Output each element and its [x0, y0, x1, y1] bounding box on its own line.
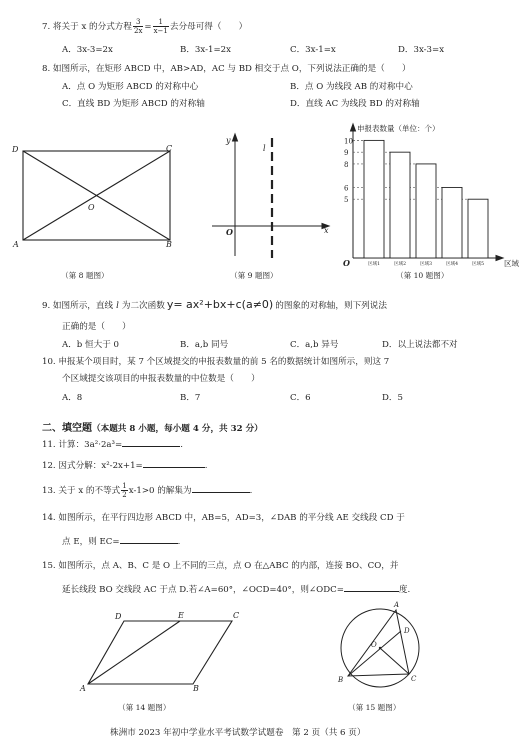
- q8-stem: 8. 如图所示，在矩形 ABCD 中，AB>AD，AC 与 BD 相交于点 O，下列说法正确的是（ ）: [42, 64, 411, 74]
- q15-line1: 15. 如图所示，点 A、B、C 是 O 上不同的三点，点 O 在△ABC 的内部，连接 BO、CO，并: [42, 561, 399, 571]
- fig14-label-d: D: [115, 612, 122, 621]
- fig8-label-d: D: [12, 145, 19, 154]
- q9-line1: 9. 如图所示，直线 l 为二次函数 y= ax²+bx+c(a≠0) 的图象的对称轴，则下列说法: [42, 298, 387, 311]
- fig10-ytick-label: 9: [344, 149, 349, 158]
- fig10-category-label: 区域2: [393, 262, 407, 267]
- fig10-category-label: 区域5: [471, 262, 485, 267]
- q7-option-b: B．3x-1=2x: [180, 45, 231, 55]
- fig15-label-c: C: [411, 675, 417, 683]
- q7-stem-before: 7. 将关于 x 的分式方程: [42, 22, 132, 32]
- fig9-caption: （第 9 题图）: [230, 271, 278, 280]
- q14-line1: 14. 如图所示，在平行四边形 ABCD 中，AB=5，AD=3，∠DAB 的平分线 AE 交线段 CD 于: [42, 513, 405, 523]
- section2-title: 二、填空题: [42, 423, 92, 434]
- q7-option-d: D．3x-3=x: [398, 45, 445, 55]
- q11: 11. 计算：3a²·2a³= .: [42, 440, 183, 450]
- q14-line2: 点 E，则 EC= .: [62, 537, 181, 547]
- q13: 13. 关于 x 的不等式 $\frac{1}{2}$ x-1>0 的解集为 .: [42, 482, 253, 499]
- section2-desc: （本题共 8 小题，每小题 4 分，共 32 分）: [92, 424, 263, 434]
- fig10-ylabel: 申报表数量（单位：个）: [357, 124, 440, 133]
- q7-option-c: C．3x-1=x: [290, 45, 336, 55]
- q10-line1: 10. 申报某个项目时，某 7 个区域提交的申报表数量的前 5 名的数据统计如图所示，则这 7: [42, 357, 390, 367]
- fig14-caption: （第 14 题图）: [118, 703, 171, 712]
- q10-line2: 个区域提交该项目的申报表数量的中位数是（ ）: [62, 374, 260, 384]
- q10-option-b: B．7: [180, 393, 201, 403]
- q13-frac: $\frac{1}{2}$: [122, 482, 127, 499]
- q7-frac-left: $\frac{3}{2x}$: [134, 18, 143, 35]
- fig15-center-dot: [379, 647, 381, 649]
- q9-option-d: D．以上说法都不对: [382, 340, 458, 350]
- fig15-label-d: D: [404, 627, 410, 635]
- fig15-caption: （第 15 题图）: [348, 703, 401, 712]
- page-footer: 株洲市 2023 年初中学业水平考试数学试题卷 第 2 页（共 6 页）: [110, 728, 366, 738]
- q8-option-d: D．直线 AC 为线段 BD 的对称轴: [290, 99, 420, 109]
- q15-line2: 延长线段 BO 交线段 AC 于点 D.若∠A=60°，∠OCD=40°，则∠ODC= 度.: [62, 585, 411, 595]
- fig10-ytick-label: 10: [344, 137, 353, 146]
- fig8-caption: （第 8 题图）: [61, 271, 109, 280]
- fig14-label-a: A: [80, 684, 86, 693]
- fig10-ytick-label: 8: [344, 160, 349, 169]
- fig10-xlabel: 区域: [504, 259, 519, 268]
- q9-line2: 正确的是（ ）: [62, 322, 131, 332]
- fig10-caption: （第 10 题图）: [396, 271, 449, 280]
- q10-option-d: D．5: [382, 393, 403, 403]
- fig15-segment-bd: [348, 631, 401, 676]
- q8-option-c: C．直线 BD 为矩形 ABCD 的对称轴: [62, 99, 205, 109]
- fig10-origin-label: O: [343, 258, 350, 268]
- fig9-label-l: l: [263, 144, 266, 153]
- q7-stem-after: 去分母可得（ ）: [169, 22, 248, 32]
- fig10-category-label: 区域4: [445, 262, 459, 267]
- fig8-label-b: B: [166, 240, 172, 249]
- fig8-label-o: O: [88, 203, 95, 212]
- q9-formula: y= ax²+bx+c(a≠0): [166, 298, 274, 311]
- fig9-label-o: O: [226, 227, 233, 237]
- fig14-label-b: B: [193, 684, 199, 693]
- q9-option-a: A．b 恒大于 0: [62, 340, 120, 350]
- fig14-label-e: E: [178, 611, 184, 620]
- fig10-category-label: 区域1: [367, 262, 381, 267]
- q7-option-a: A．3x-3=2x: [62, 45, 113, 55]
- fig15-label-a: A: [394, 601, 400, 609]
- fig9-label-x: x: [324, 226, 329, 235]
- fig10-ytick-label: 6: [344, 184, 349, 193]
- fig10-ytick-label: 5: [344, 196, 349, 205]
- fig14-label-c: C: [233, 611, 240, 620]
- q12: 12. 因式分解：x²-2x+1= .: [42, 461, 208, 471]
- q9-option-c: C．a,b 异号: [290, 340, 339, 350]
- q8-option-a: A．点 O 为矩形 ABCD 的对称中心: [62, 82, 199, 92]
- q9-option-b: B．a,b 同号: [180, 340, 229, 350]
- fig9-label-y: y: [226, 136, 231, 145]
- fig8-label-c: C: [166, 144, 173, 153]
- q10-option-a: A．8: [62, 393, 83, 403]
- fig8-label-a: A: [13, 240, 19, 249]
- fig15-label-o: O: [371, 641, 377, 649]
- q8-option-b: B．点 O 为线段 AB 的对称中心: [290, 82, 413, 92]
- q10-option-c: C．6: [290, 393, 311, 403]
- fig15-label-b: B: [338, 676, 344, 684]
- q7-equals: =: [144, 22, 152, 32]
- q7-frac-right: $\frac{1}{x-1}$: [153, 18, 168, 35]
- fig10-category-label: 区域3: [419, 262, 433, 267]
